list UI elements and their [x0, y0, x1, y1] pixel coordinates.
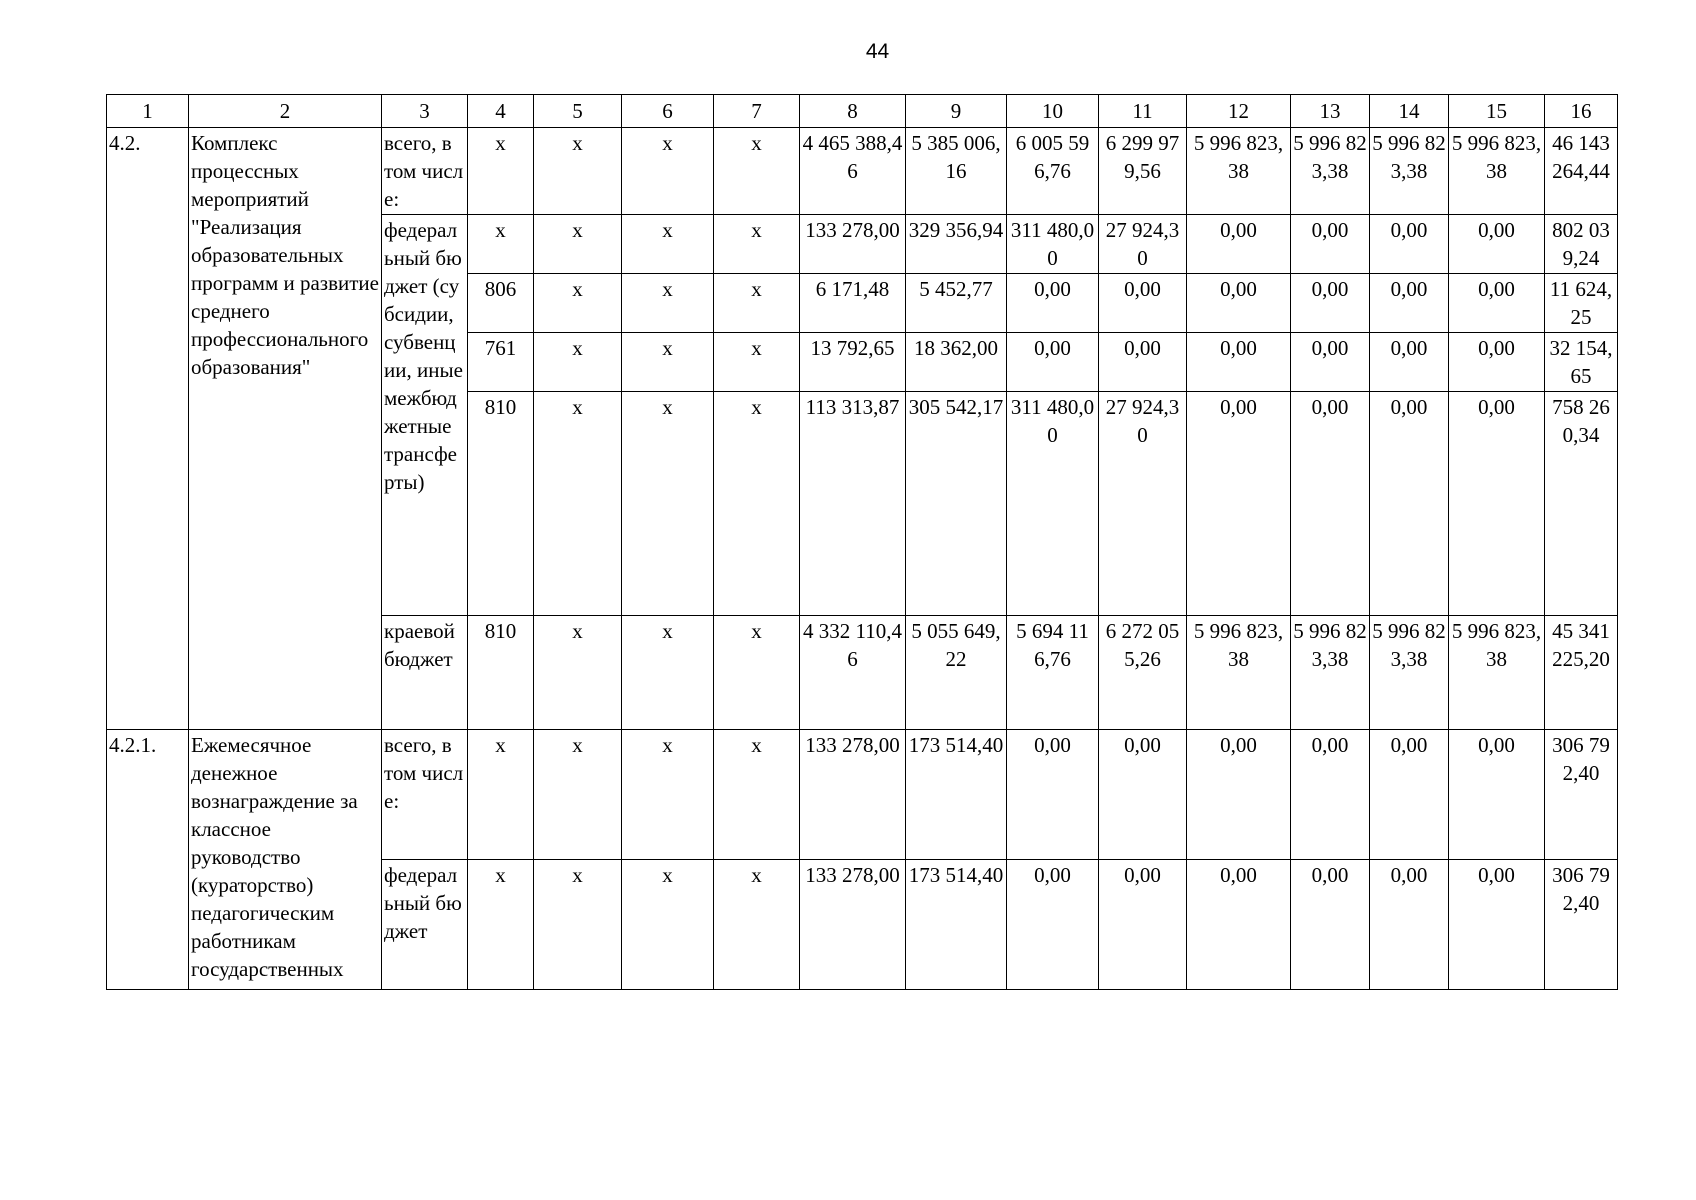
value: 5 452,77 — [919, 277, 993, 301]
value: 5 996 823,38 — [1451, 131, 1542, 183]
value-cell — [1007, 730, 1099, 860]
table-cell: x — [622, 215, 714, 274]
table-cell: x — [714, 128, 800, 215]
value-cell — [1545, 392, 1618, 616]
value-cell — [1007, 860, 1099, 990]
section-number: 4.2.1. — [107, 730, 189, 990]
value: 27 924,30 — [1105, 395, 1180, 447]
value: 45 341 225,20 — [1552, 619, 1610, 671]
section-name: Комплекс процессных мероприятий "Реализация образовательных программ и развитие среднего профессионального образования" — [189, 128, 382, 730]
value: 5 996 823,38 — [1293, 131, 1367, 183]
value: 5 996 823,38 — [1372, 131, 1446, 183]
value-cell — [1187, 274, 1291, 333]
funding-source: федеральный бюджет (субсидии, субвенции, иные межбюджетные трансферты) — [382, 215, 468, 616]
value: 5 996 823,38 — [1193, 131, 1284, 183]
column-header: 15 — [1449, 95, 1545, 128]
value: 0,00 — [1478, 336, 1515, 360]
value: 6 005 596,76 — [1015, 131, 1090, 183]
value-cell — [1545, 274, 1618, 333]
section-name: Ежемесячное денежное вознаграждение за классное руководство (кураторство) педагогическим работникам государственных — [189, 730, 382, 990]
table-cell: x — [468, 128, 534, 215]
value-cell — [1291, 392, 1370, 616]
table-cell: x — [714, 333, 800, 392]
value-cell — [1370, 616, 1449, 730]
table-cell: 810 — [468, 616, 534, 730]
column-header: 4 — [468, 95, 534, 128]
table-row — [107, 128, 1618, 215]
value-cell — [906, 128, 1007, 215]
table-cell: x — [714, 215, 800, 274]
value-cell — [1291, 215, 1370, 274]
value: 0,00 — [1311, 218, 1349, 242]
column-header: 6 — [622, 95, 714, 128]
value: 173 514,40 — [908, 863, 1004, 887]
table-cell: x — [534, 128, 622, 215]
table-cell: x — [622, 333, 714, 392]
value-cell — [1449, 128, 1545, 215]
value-cell — [1291, 730, 1370, 860]
value-cell — [800, 333, 906, 392]
value-cell — [1370, 730, 1449, 860]
table-cell: x — [714, 860, 800, 990]
value-cell — [1099, 392, 1187, 616]
value-cell — [1187, 860, 1291, 990]
value-cell — [1370, 333, 1449, 392]
value: 0,00 — [1124, 733, 1161, 757]
value: 311 480,00 — [1010, 395, 1095, 447]
value-cell — [1370, 392, 1449, 616]
value-cell — [800, 274, 906, 333]
value-cell — [1007, 616, 1099, 730]
value: 18 362,00 — [914, 336, 998, 360]
value: 0,00 — [1034, 863, 1071, 887]
value: 0,00 — [1311, 863, 1349, 887]
value-cell — [1370, 860, 1449, 990]
value: 0,00 — [1478, 733, 1515, 757]
value: 0,00 — [1311, 277, 1349, 301]
value-cell — [1449, 274, 1545, 333]
value: 11 624,25 — [1549, 277, 1613, 329]
value-cell — [1007, 215, 1099, 274]
value-cell — [1187, 392, 1291, 616]
section-number: 4.2. — [107, 128, 189, 730]
table-cell: x — [534, 616, 622, 730]
value: 0,00 — [1124, 277, 1161, 301]
column-header: 7 — [714, 95, 800, 128]
value-cell — [1291, 860, 1370, 990]
value-cell — [1291, 128, 1370, 215]
value-cell — [1187, 128, 1291, 215]
value-cell — [800, 860, 906, 990]
value: 0,00 — [1220, 733, 1257, 757]
column-header: 8 — [800, 95, 906, 128]
value-cell — [1187, 730, 1291, 860]
value: 0,00 — [1390, 277, 1428, 301]
value: 133 278,00 — [805, 863, 900, 887]
value-cell — [1007, 392, 1099, 616]
column-number-row — [107, 95, 1618, 128]
value-cell — [1545, 730, 1618, 860]
value-cell — [1291, 616, 1370, 730]
table-cell: x — [534, 860, 622, 990]
value-cell — [1449, 215, 1545, 274]
value: 0,00 — [1311, 336, 1349, 360]
value: 0,00 — [1478, 218, 1515, 242]
column-header: 16 — [1545, 95, 1618, 128]
value-cell — [906, 616, 1007, 730]
value: 6 299 979,56 — [1105, 131, 1180, 183]
column-header: 2 — [189, 95, 382, 128]
value-cell — [1545, 860, 1618, 990]
value-cell — [800, 730, 906, 860]
value: 0,00 — [1390, 218, 1428, 242]
value-cell — [1449, 333, 1545, 392]
value-cell — [1545, 333, 1618, 392]
value: 305 542,17 — [908, 395, 1004, 419]
value: 5 996 823,38 — [1293, 619, 1367, 671]
table-cell: x — [534, 392, 622, 616]
table-cell: x — [714, 730, 800, 860]
table-cell: x — [534, 215, 622, 274]
budget-table — [106, 94, 1618, 990]
value: 6 171,48 — [815, 277, 890, 301]
value-cell — [1099, 333, 1187, 392]
table-cell: x — [468, 730, 534, 860]
value-cell — [1291, 333, 1370, 392]
value-cell — [1449, 860, 1545, 990]
value: 0,00 — [1390, 863, 1428, 887]
value-cell — [1449, 392, 1545, 616]
table-cell: x — [622, 274, 714, 333]
value: 13 792,65 — [810, 336, 895, 360]
column-header: 10 — [1007, 95, 1099, 128]
value-cell — [800, 392, 906, 616]
value: 306 792,40 — [1552, 733, 1610, 785]
value: 5 385 006,16 — [911, 131, 1001, 183]
funding-source: федеральный бюджет — [382, 860, 468, 990]
value: 5 996 823,38 — [1193, 619, 1284, 671]
column-header: 1 — [107, 95, 189, 128]
table-cell: x — [534, 730, 622, 860]
value-cell — [800, 215, 906, 274]
value: 306 792,40 — [1552, 863, 1610, 915]
value: 5 996 823,38 — [1451, 619, 1542, 671]
table-cell: 761 — [468, 333, 534, 392]
table-cell: x — [622, 128, 714, 215]
value: 329 356,94 — [908, 218, 1004, 242]
column-header: 12 — [1187, 95, 1291, 128]
value-cell — [1099, 274, 1187, 333]
table-cell: x — [468, 860, 534, 990]
table-cell: x — [622, 616, 714, 730]
value-cell — [1370, 274, 1449, 333]
value: 0,00 — [1311, 733, 1349, 757]
value-cell — [1187, 333, 1291, 392]
column-header: 11 — [1099, 95, 1187, 128]
value-cell — [1099, 215, 1187, 274]
value-cell — [906, 333, 1007, 392]
value: 173 514,40 — [908, 733, 1004, 757]
value-cell — [1545, 616, 1618, 730]
column-header: 5 — [534, 95, 622, 128]
table-cell: 810 — [468, 392, 534, 616]
value-cell — [1007, 128, 1099, 215]
value-cell — [906, 730, 1007, 860]
value: 0,00 — [1034, 277, 1071, 301]
value: 0,00 — [1124, 336, 1161, 360]
table-cell: x — [534, 274, 622, 333]
value: 311 480,00 — [1010, 218, 1095, 270]
value-cell — [800, 128, 906, 215]
value-cell — [1545, 215, 1618, 274]
funding-source: всего, в том числе: — [382, 128, 468, 215]
table-row — [107, 730, 1618, 860]
value-cell — [1291, 274, 1370, 333]
value: 0,00 — [1124, 863, 1161, 887]
table-cell: x — [622, 730, 714, 860]
column-header: 13 — [1291, 95, 1370, 128]
value-cell — [1370, 128, 1449, 215]
funding-source: краевой бюджет — [382, 616, 468, 730]
value-cell — [906, 860, 1007, 990]
value: 27 924,30 — [1105, 218, 1180, 270]
value-cell — [1099, 616, 1187, 730]
value: 5 694 116,76 — [1016, 619, 1089, 671]
value: 0,00 — [1220, 336, 1257, 360]
value-cell — [1099, 128, 1187, 215]
value: 0,00 — [1478, 395, 1515, 419]
funding-source: всего, в том числе: — [382, 730, 468, 860]
value: 4 465 388,46 — [802, 131, 903, 183]
value: 0,00 — [1220, 218, 1257, 242]
value: 0,00 — [1478, 277, 1515, 301]
column-header: 9 — [906, 95, 1007, 128]
value: 5 996 823,38 — [1372, 619, 1446, 671]
value: 758 260,34 — [1552, 395, 1610, 447]
value: 0,00 — [1390, 395, 1428, 419]
value: 0,00 — [1311, 395, 1349, 419]
value-cell — [1099, 860, 1187, 990]
value: 32 154,65 — [1549, 336, 1613, 388]
table-cell: x — [714, 274, 800, 333]
value-cell — [1545, 128, 1618, 215]
value: 6 272 055,26 — [1105, 619, 1180, 671]
value: 133 278,00 — [805, 733, 900, 757]
value-cell — [800, 616, 906, 730]
value-cell — [1449, 730, 1545, 860]
value-cell — [1370, 215, 1449, 274]
value: 4 332 110,46 — [803, 619, 902, 671]
value: 0,00 — [1034, 733, 1071, 757]
value: 46 143 264,44 — [1552, 131, 1610, 183]
page-number: 44 — [865, 40, 890, 63]
value: 113 313,87 — [805, 395, 900, 419]
value: 5 055 649,22 — [911, 619, 1001, 671]
value-cell — [1187, 215, 1291, 274]
value: 0,00 — [1034, 336, 1071, 360]
value: 0,00 — [1220, 395, 1257, 419]
table-cell: x — [714, 616, 800, 730]
value: 0,00 — [1220, 863, 1257, 887]
value: 0,00 — [1478, 863, 1515, 887]
value-cell — [906, 274, 1007, 333]
table-cell: 806 — [468, 274, 534, 333]
table-cell: x — [534, 333, 622, 392]
value-cell — [1187, 616, 1291, 730]
table-cell: x — [622, 860, 714, 990]
table-cell: x — [468, 215, 534, 274]
table-cell: x — [714, 392, 800, 616]
value-cell — [1449, 616, 1545, 730]
column-header: 3 — [382, 95, 468, 128]
value-cell — [906, 392, 1007, 616]
value-cell — [1099, 730, 1187, 860]
value: 802 039,24 — [1552, 218, 1610, 270]
value: 0,00 — [1390, 733, 1428, 757]
value: 0,00 — [1390, 336, 1428, 360]
value: 133 278,00 — [805, 218, 900, 242]
value-cell — [906, 215, 1007, 274]
table-cell: x — [622, 392, 714, 616]
column-header: 14 — [1370, 95, 1449, 128]
value-cell — [1007, 333, 1099, 392]
value: 0,00 — [1220, 277, 1257, 301]
value-cell — [1007, 274, 1099, 333]
